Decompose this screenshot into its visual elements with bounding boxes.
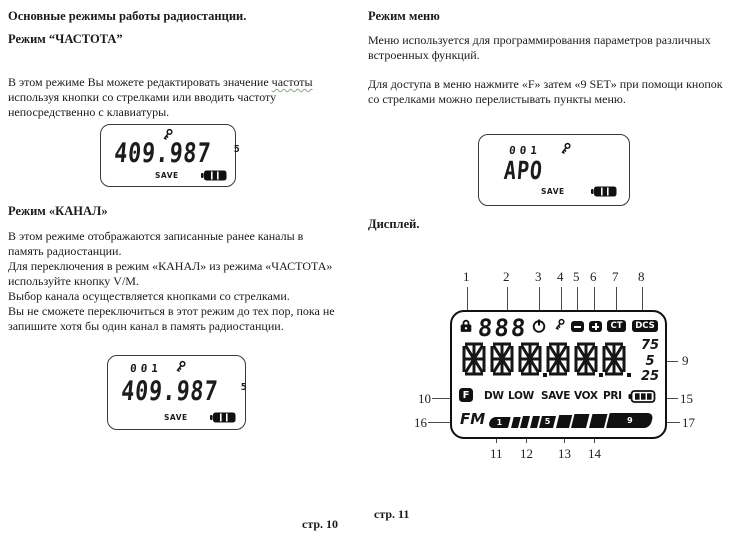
meter-segment: [511, 417, 521, 428]
channel-mode-heading: Режим «КАНАЛ»: [8, 204, 108, 218]
battery-icon: [201, 170, 227, 181]
callout-9: 9: [682, 353, 689, 368]
page-title: Основные режимы работы радиостанции.: [8, 9, 247, 23]
ctcss-badge: CT: [607, 320, 626, 332]
signal-meter: [488, 412, 654, 428]
lcd-channel-mode: [107, 355, 246, 430]
meter-segment: [556, 415, 572, 428]
meter-segment: [520, 416, 530, 428]
meter-segment: [530, 416, 540, 428]
segment-character-icon: [546, 342, 570, 376]
callout-7: 7: [612, 269, 619, 284]
callout-14: 14: [588, 446, 601, 461]
callout-4: 4: [557, 269, 564, 284]
paragraph-line: используя кнопки со стрелками или вводить частоту: [8, 90, 277, 104]
callout-1: 1: [463, 269, 470, 284]
callout-3: 3: [535, 269, 542, 284]
paragraph-line: Выбор канала осуществляется кнопками со стрелками.: [8, 289, 290, 303]
lcd-menu-mode: [478, 134, 630, 206]
paragraph-line: непосредственно с клавиатуры.: [8, 105, 170, 119]
menu-item-readout: [503, 158, 551, 184]
callout-6: 6: [590, 269, 597, 284]
lcd-frequency-mode: [100, 124, 240, 187]
segment-character-icon: [518, 342, 542, 376]
lock-icon: [460, 319, 472, 333]
battery-icon: [628, 390, 656, 403]
meter-number-5: 5: [544, 417, 551, 426]
callout-17: 17: [682, 415, 695, 430]
priority-flag: PRI: [603, 390, 622, 402]
fm-mode-label: FM: [460, 410, 486, 428]
frequency-step-digit: 5: [233, 144, 240, 155]
paragraph-line: встроенных функций.: [368, 48, 480, 62]
underlined-word: частоты: [271, 75, 313, 89]
battery-icon: [591, 186, 617, 197]
segment-character-icon: [574, 342, 598, 376]
display-heading: Дисплей.: [368, 217, 420, 231]
step-values: [637, 338, 663, 385]
key-lock-icon: [553, 318, 566, 331]
step-75: 75: [640, 338, 660, 353]
key-lock-icon: [559, 142, 572, 155]
save-indicator: SAVE: [541, 187, 565, 196]
meter-segment: [571, 414, 589, 428]
meter-segment-5: [539, 416, 556, 428]
menu-paragraph-1: [368, 33, 711, 63]
paragraph-line: [8, 75, 313, 90]
paragraph-line: память радиостанции.: [8, 244, 122, 258]
frequency-digits: 409.987: [113, 138, 213, 169]
low-power-flag: LOW: [508, 390, 534, 402]
meter-segment-1: [488, 417, 511, 428]
meter-number-9: 9: [627, 416, 633, 425]
decimal-point-icon: [543, 373, 547, 377]
callout-16: 16: [414, 415, 427, 430]
paragraph-line: Вы не сможете переключиться в этот режим до тех пор, пока не: [8, 304, 335, 318]
step-5: 5: [645, 353, 655, 369]
callout-2: 2: [503, 269, 510, 284]
minus-shift-icon: [571, 321, 584, 332]
plus-shift-icon: [589, 321, 602, 332]
menu-item-number: 001: [508, 144, 542, 157]
segment-character-icon: [490, 342, 514, 376]
vox-flag: VOX: [574, 390, 598, 402]
dcs-badge: DCS: [632, 320, 658, 332]
decimal-point-icon: [599, 373, 603, 377]
page-number-left: стр. 10: [302, 517, 339, 531]
menu-item-name: APO: [502, 156, 544, 185]
step-25: 25: [640, 369, 660, 384]
paragraph-line: Для доступа в меню нажмите «F» затем «9 SET» при помощи кнопок: [368, 77, 723, 91]
callout-5: 5: [573, 269, 580, 284]
callout-13: 13: [558, 446, 571, 461]
menu-paragraph-2: [368, 77, 723, 107]
frequency-digits: 409.987: [120, 376, 220, 407]
display-diagram: [410, 265, 732, 477]
auto-power-off-icon: [532, 319, 546, 333]
frequency-mode-heading: Режим “ЧАСТОТА”: [8, 32, 123, 46]
paragraph-line: В этом режиме отображаются записанные ранее каналы в: [8, 229, 304, 243]
decimal-point-icon: [627, 373, 631, 377]
save-indicator: SAVE: [164, 413, 188, 422]
segment-character-icon: [602, 342, 626, 376]
key-lock-icon: [174, 360, 187, 373]
page-number-right: стр. 11: [374, 507, 410, 521]
paragraph-text: В этом режиме Вы можете редактировать значение: [8, 75, 272, 89]
callout-15: 15: [680, 391, 693, 406]
segment-character-icon: [462, 342, 486, 376]
channel-mode-paragraph: [8, 229, 335, 334]
meter-segment: [589, 414, 607, 428]
paragraph-line: Для переключения в режим «КАНАЛ» из режима «ЧАСТОТА»: [8, 259, 333, 273]
paragraph-line: со стрелками можно перелистывать пункты меню.: [368, 92, 626, 106]
dual-watch-flag: DW: [484, 390, 504, 402]
callout-8: 8: [638, 269, 645, 284]
frequency-step-digit: 5: [240, 382, 247, 393]
frequency-readout: [120, 377, 247, 407]
display-panel: [450, 310, 667, 439]
paragraph-line: используйте кнопку V/M.: [8, 274, 139, 288]
paragraph-line: Меню используется для программирования параметров различных: [368, 33, 711, 47]
frequency-readout: [113, 139, 240, 169]
function-badge: F: [459, 388, 473, 402]
meter-number-1: 1: [496, 418, 503, 427]
channel-number: 001: [129, 362, 163, 375]
save-flag: SAVE: [541, 390, 571, 402]
channel-digits-888: 888: [476, 314, 529, 342]
save-indicator: SAVE: [155, 171, 179, 180]
paragraph-line: запишите хотя бы один канал в память радиостанции.: [8, 319, 284, 333]
callout-12: 12: [520, 446, 533, 461]
battery-icon: [210, 412, 236, 423]
meter-segment-9: [606, 413, 654, 428]
menu-mode-heading: Режим меню: [368, 9, 440, 23]
frequency-mode-paragraph: [8, 75, 313, 120]
callout-10: 10: [418, 391, 431, 406]
callout-11: 11: [490, 446, 503, 461]
